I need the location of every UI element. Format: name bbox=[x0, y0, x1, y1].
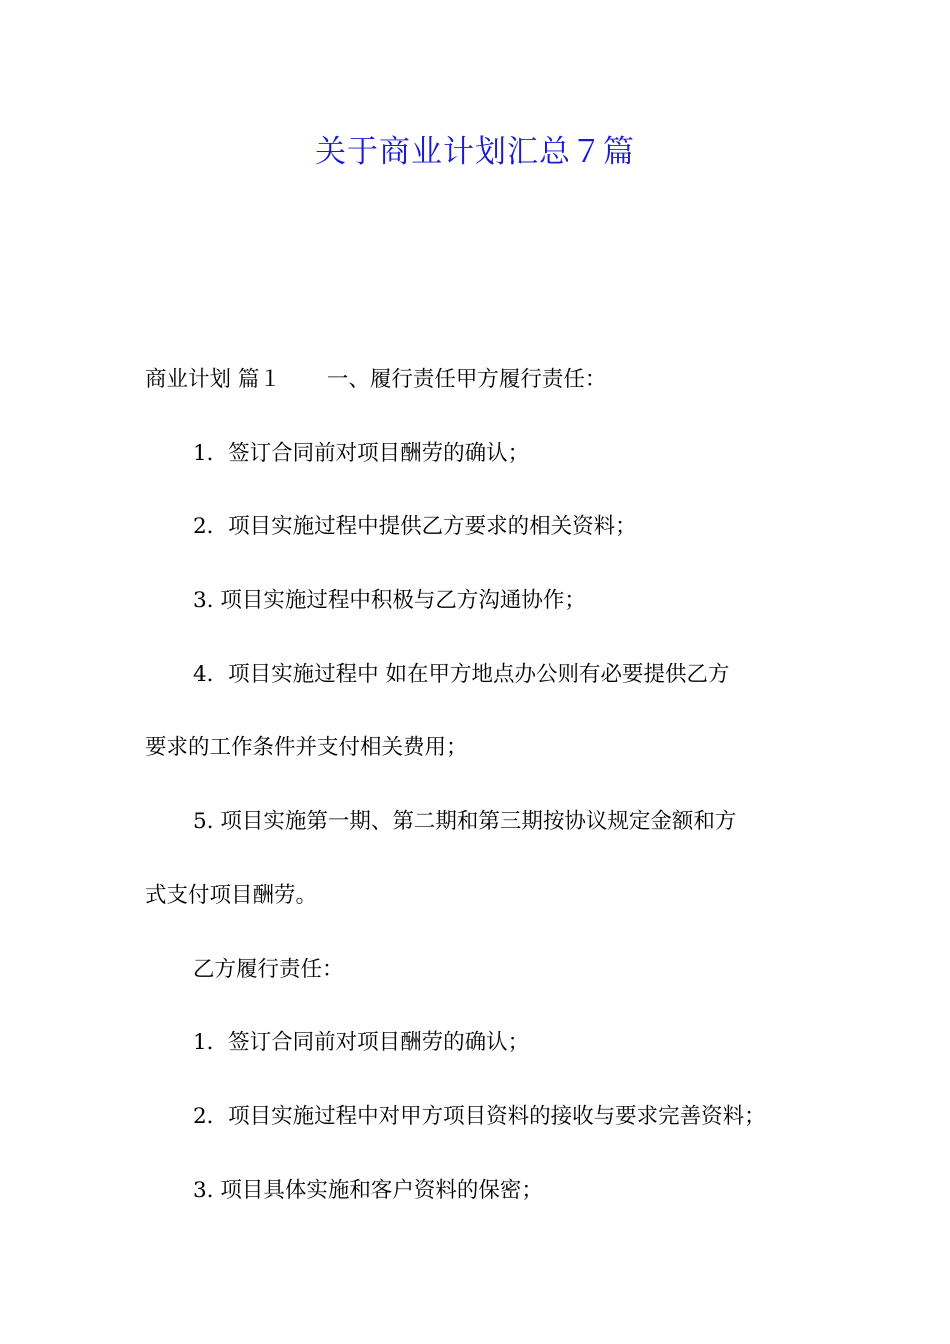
section-heading-line bbox=[145, 343, 810, 417]
paragraph-line: 3. 项目具体实施和客户资料的保密； bbox=[193, 1177, 543, 1203]
paragraph-line: 乙方履行责任： bbox=[193, 956, 344, 982]
paragraph-line: 1．签订合同前对项目酬劳的确认； bbox=[193, 1030, 530, 1056]
paragraph-line: 2．项目实施过程中提供乙方要求的相关资料； bbox=[193, 514, 637, 540]
document-title: 关于商业计划汇总７篇 bbox=[315, 134, 635, 170]
paragraph-line: 要求的工作条件并支付相关费用； bbox=[145, 735, 468, 761]
paragraph-line: 3. 项目实施过程中积极与乙方沟通协作； bbox=[193, 588, 586, 614]
article-heading: 商业计划 篇１ bbox=[145, 367, 281, 392]
paragraph-line: 式支付项目酬劳。 bbox=[145, 882, 318, 908]
document-body bbox=[145, 343, 810, 1227]
section-heading: 一、履行责任甲方履行责任： bbox=[326, 367, 607, 392]
paragraph-line: 2．项目实施过程中对甲方项目资料的接收与要求完善资料； bbox=[193, 1103, 766, 1129]
paragraph-line: 5. 项目实施第一期、第二期和第三期按协议规定金额和方 bbox=[193, 809, 737, 835]
paragraph-line: 4．项目实施过程中 如在甲方地点办公则有必要提供乙方 bbox=[193, 661, 730, 687]
paragraph-line: 1．签订合同前对项目酬劳的确认； bbox=[193, 440, 530, 466]
